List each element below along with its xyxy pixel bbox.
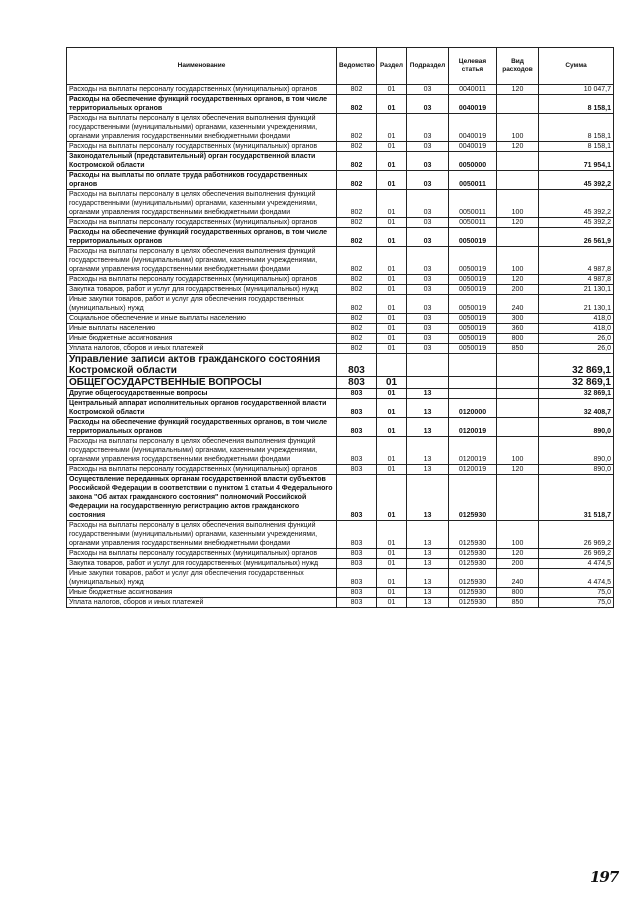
cell-amount: 26 969,2 [539, 549, 614, 559]
cell-subsection: 03 [407, 334, 449, 344]
cell-target: 0050019 [449, 314, 497, 324]
cell-amount: 75,0 [539, 588, 614, 598]
cell-name: Законодательный (представительный) орган государственной власти Костромской области [67, 152, 337, 171]
cell-section: 01 [377, 314, 407, 324]
cell-section: 01 [377, 275, 407, 285]
cell-subsection [407, 354, 449, 377]
cell-name: Расходы на выплаты персоналу государственных (муниципальных) органов [67, 549, 337, 559]
cell-name: Расходы на выплаты персоналу государственных (муниципальных) органов [67, 465, 337, 475]
cell-dept: 803 [337, 559, 377, 569]
table-row [67, 142, 614, 152]
cell-subsection: 13 [407, 588, 449, 598]
cell-target: 0125930 [449, 588, 497, 598]
cell-dept: 802 [337, 152, 377, 171]
cell-exp-type: 120 [497, 85, 539, 95]
cell-subsection: 03 [407, 142, 449, 152]
cell-exp-type: 800 [497, 334, 539, 344]
cell-name: Расходы на выплаты персоналу в целях обеспечения выполнения функций государственными (муниципальными) органами, казенными учреждениями, органами управления государственными внебюджетными фондами [67, 521, 337, 549]
cell-exp-type: 800 [497, 588, 539, 598]
cell-amount: 890,0 [539, 437, 614, 465]
cell-section: 01 [377, 142, 407, 152]
cell-section: 01 [377, 190, 407, 218]
cell-amount: 4 474,5 [539, 559, 614, 569]
cell-subsection: 13 [407, 437, 449, 465]
cell-target: 0050019 [449, 247, 497, 275]
cell-subsection: 03 [407, 247, 449, 275]
cell-target: 0050011 [449, 190, 497, 218]
cell-subsection: 13 [407, 598, 449, 608]
cell-amount: 31 518,7 [539, 475, 614, 521]
cell-dept: 802 [337, 114, 377, 142]
cell-subsection: 03 [407, 295, 449, 314]
cell-name: Социальное обеспечение и иные выплаты населению [67, 314, 337, 324]
cell-amount: 4 987,8 [539, 247, 614, 275]
cell-name: ОБЩЕГОСУДАРСТВЕННЫЕ ВОПРОСЫ [67, 377, 337, 389]
cell-dept: 803 [337, 389, 377, 399]
cell-subsection: 03 [407, 228, 449, 247]
cell-exp-type: 100 [497, 247, 539, 275]
cell-name: Расходы на выплаты персоналу государственных (муниципальных) органов [67, 142, 337, 152]
table-row [67, 295, 614, 314]
cell-exp-type: 360 [497, 324, 539, 334]
cell-amount: 21 130,1 [539, 285, 614, 295]
cell-subsection: 13 [407, 559, 449, 569]
table-row [67, 114, 614, 142]
cell-name: Другие общегосударственные вопросы [67, 389, 337, 399]
cell-target: 0050019 [449, 295, 497, 314]
cell-section: 01 [377, 228, 407, 247]
cell-amount: 32 408,7 [539, 399, 614, 418]
cell-dept: 803 [337, 521, 377, 549]
cell-amount: 4 987,8 [539, 275, 614, 285]
cell-name: Расходы на выплаты персоналу в целях обеспечения выполнения функций государственными (муниципальными) органами, казенными учреждениями, органами управления государственными внебюджетными фондами [67, 437, 337, 465]
cell-exp-type: 850 [497, 598, 539, 608]
cell-dept: 802 [337, 85, 377, 95]
cell-subsection: 13 [407, 389, 449, 399]
cell-target: 0050019 [449, 334, 497, 344]
header-target: Целевая статья [449, 48, 497, 85]
budget-table [66, 47, 614, 608]
cell-target: 0120019 [449, 465, 497, 475]
table-row [67, 521, 614, 549]
cell-amount: 10 047,7 [539, 85, 614, 95]
cell-dept: 803 [337, 465, 377, 475]
cell-exp-type: 300 [497, 314, 539, 324]
cell-exp-type: 100 [497, 521, 539, 549]
table-row [67, 399, 614, 418]
cell-exp-type [497, 152, 539, 171]
cell-name: Расходы на обеспечение функций государственных органов, в том числе территориальных органов [67, 418, 337, 437]
cell-subsection: 03 [407, 152, 449, 171]
table-row [67, 95, 614, 114]
table-row [67, 314, 614, 324]
cell-name: Иные закупки товаров, работ и услуг для обеспечения государственных (муниципальных) нужд [67, 295, 337, 314]
cell-target: 0125930 [449, 559, 497, 569]
cell-subsection: 13 [407, 521, 449, 549]
cell-amount: 890,0 [539, 418, 614, 437]
table-row [67, 285, 614, 295]
cell-exp-type: 240 [497, 569, 539, 588]
cell-section: 01 [377, 465, 407, 475]
table-row [67, 377, 614, 389]
cell-dept: 802 [337, 285, 377, 295]
cell-target: 0120019 [449, 418, 497, 437]
cell-amount: 26 561,9 [539, 228, 614, 247]
cell-target: 0050019 [449, 344, 497, 354]
cell-dept: 802 [337, 247, 377, 275]
table-row [67, 559, 614, 569]
cell-exp-type: 100 [497, 190, 539, 218]
cell-section: 01 [377, 598, 407, 608]
cell-target: 0120019 [449, 437, 497, 465]
cell-target: 0050019 [449, 275, 497, 285]
table-body [67, 85, 614, 608]
header-exp-type: Вид расходов [497, 48, 539, 85]
cell-amount: 8 158,1 [539, 114, 614, 142]
table-row [67, 389, 614, 399]
cell-amount: 75,0 [539, 598, 614, 608]
cell-name: Расходы на выплаты по оплате труда работников государственных органов [67, 171, 337, 190]
cell-name: Расходы на обеспечение функций государственных органов, в том числе территориальных органов [67, 95, 337, 114]
cell-exp-type: 200 [497, 559, 539, 569]
cell-amount: 4 474,5 [539, 569, 614, 588]
cell-section: 01 [377, 389, 407, 399]
cell-section: 01 [377, 85, 407, 95]
cell-subsection: 03 [407, 285, 449, 295]
cell-target: 0125930 [449, 475, 497, 521]
cell-name: Закупка товаров, работ и услуг для государственных (муниципальных) нужд [67, 559, 337, 569]
cell-section: 01 [377, 399, 407, 418]
cell-section: 01 [377, 171, 407, 190]
cell-amount: 32 869,1 [539, 389, 614, 399]
cell-dept: 802 [337, 190, 377, 218]
table-row [67, 475, 614, 521]
cell-subsection: 03 [407, 114, 449, 142]
cell-exp-type: 120 [497, 465, 539, 475]
cell-exp-type [497, 228, 539, 247]
table-row [67, 334, 614, 344]
cell-section: 01 [377, 344, 407, 354]
cell-exp-type: 120 [497, 275, 539, 285]
cell-subsection: 13 [407, 465, 449, 475]
cell-target: 0050011 [449, 171, 497, 190]
cell-subsection: 03 [407, 344, 449, 354]
cell-subsection: 13 [407, 475, 449, 521]
cell-exp-type [497, 475, 539, 521]
page-number: 197 [590, 868, 619, 886]
cell-name: Закупка товаров, работ и услуг для государственных (муниципальных) нужд [67, 285, 337, 295]
cell-dept: 803 [337, 598, 377, 608]
cell-dept: 802 [337, 95, 377, 114]
cell-target: 0125930 [449, 569, 497, 588]
cell-section: 01 [377, 114, 407, 142]
cell-amount: 26,0 [539, 334, 614, 344]
cell-target: 0050000 [449, 152, 497, 171]
cell-amount: 26,0 [539, 344, 614, 354]
table-row [67, 588, 614, 598]
cell-dept: 802 [337, 142, 377, 152]
cell-subsection: 13 [407, 549, 449, 559]
cell-name: Иные бюджетные ассигнования [67, 334, 337, 344]
cell-dept: 802 [337, 334, 377, 344]
cell-exp-type [497, 354, 539, 377]
table-row [67, 324, 614, 334]
cell-dept: 803 [337, 377, 377, 389]
cell-name: Расходы на обеспечение функций государственных органов, в том числе территориальных органов [67, 228, 337, 247]
table-row [67, 418, 614, 437]
cell-section: 01 [377, 295, 407, 314]
cell-dept: 803 [337, 549, 377, 559]
cell-exp-type: 100 [497, 114, 539, 142]
cell-exp-type [497, 95, 539, 114]
cell-target: 0050019 [449, 285, 497, 295]
cell-section: 01 [377, 521, 407, 549]
table-row [67, 549, 614, 559]
cell-target: 0125930 [449, 521, 497, 549]
cell-amount: 45 392,2 [539, 190, 614, 218]
cell-name: Центральный аппарат исполнительных органов государственной власти Костромской области [67, 399, 337, 418]
cell-target: 0040019 [449, 142, 497, 152]
cell-dept: 802 [337, 324, 377, 334]
cell-target: 0050019 [449, 228, 497, 247]
cell-dept: 803 [337, 418, 377, 437]
cell-section: 01 [377, 285, 407, 295]
cell-section: 01 [377, 437, 407, 465]
cell-name: Расходы на выплаты персоналу государственных (муниципальных) органов [67, 85, 337, 95]
cell-amount: 45 392,2 [539, 171, 614, 190]
cell-dept: 802 [337, 314, 377, 324]
cell-section: 01 [377, 418, 407, 437]
cell-subsection: 03 [407, 218, 449, 228]
cell-dept: 803 [337, 569, 377, 588]
cell-name: Иные закупки товаров, работ и услуг для обеспечения государственных (муниципальных) нужд [67, 569, 337, 588]
cell-name: Уплата налогов, сборов и иных платежей [67, 344, 337, 354]
cell-target [449, 389, 497, 399]
cell-target: 0050011 [449, 218, 497, 228]
table-row [67, 569, 614, 588]
cell-subsection: 03 [407, 95, 449, 114]
cell-dept: 803 [337, 354, 377, 377]
cell-subsection: 03 [407, 275, 449, 285]
cell-section: 01 [377, 152, 407, 171]
cell-subsection: 13 [407, 418, 449, 437]
table-header-row [67, 48, 614, 85]
header-dept: Ведомство [337, 48, 377, 85]
cell-target: 0040019 [449, 95, 497, 114]
cell-subsection: 13 [407, 569, 449, 588]
cell-name: Управление записи актов гражданского состояния Костромской области [67, 354, 337, 377]
table-row [67, 218, 614, 228]
table-row [67, 437, 614, 465]
cell-dept: 802 [337, 344, 377, 354]
cell-section: 01 [377, 334, 407, 344]
cell-target: 0040011 [449, 85, 497, 95]
cell-section: 01 [377, 324, 407, 334]
cell-section: 01 [377, 377, 407, 389]
table-row [67, 228, 614, 247]
cell-amount: 8 158,1 [539, 142, 614, 152]
cell-target [449, 354, 497, 377]
header-section: Раздел [377, 48, 407, 85]
cell-exp-type [497, 418, 539, 437]
table-row [67, 171, 614, 190]
cell-section: 01 [377, 559, 407, 569]
cell-dept: 803 [337, 588, 377, 598]
cell-section: 01 [377, 218, 407, 228]
cell-section: 01 [377, 588, 407, 598]
table-row [67, 354, 614, 377]
cell-name: Расходы на выплаты персоналу в целях обеспечения выполнения функций государственными (муниципальными) органами, казенными учреждениями, органами управления государственными внебюджетными фондами [67, 114, 337, 142]
cell-amount: 890,0 [539, 465, 614, 475]
cell-section: 01 [377, 247, 407, 275]
cell-dept: 803 [337, 475, 377, 521]
cell-name: Расходы на выплаты персоналу в целях обеспечения выполнения функций государственными (муниципальными) органами, казенными учреждениями, органами управления государственными внебюджетными фондами [67, 190, 337, 218]
cell-exp-type: 850 [497, 344, 539, 354]
table-row [67, 85, 614, 95]
cell-section: 01 [377, 475, 407, 521]
cell-name: Уплата налогов, сборов и иных платежей [67, 598, 337, 608]
cell-subsection: 03 [407, 324, 449, 334]
cell-subsection: 03 [407, 171, 449, 190]
cell-amount: 8 158,1 [539, 95, 614, 114]
cell-dept: 803 [337, 399, 377, 418]
table-row [67, 344, 614, 354]
table-row [67, 598, 614, 608]
cell-section [377, 354, 407, 377]
cell-subsection: 03 [407, 314, 449, 324]
cell-exp-type [497, 171, 539, 190]
cell-amount: 45 392,2 [539, 218, 614, 228]
cell-section: 01 [377, 95, 407, 114]
cell-exp-type: 120 [497, 549, 539, 559]
cell-target: 0120000 [449, 399, 497, 418]
table-row [67, 275, 614, 285]
cell-name: Иные бюджетные ассигнования [67, 588, 337, 598]
cell-exp-type: 120 [497, 142, 539, 152]
cell-dept: 803 [337, 437, 377, 465]
cell-dept: 802 [337, 275, 377, 285]
cell-amount: 21 130,1 [539, 295, 614, 314]
cell-subsection: 03 [407, 85, 449, 95]
header-subsection: Подраздел [407, 48, 449, 85]
cell-target: 0040019 [449, 114, 497, 142]
cell-exp-type: 240 [497, 295, 539, 314]
cell-name: Осуществление переданных органам государственной власти субъектов Российской Федерации в соответствии с пунктом 1 статьи 4 Федерального закона "Об актах гражданского состояния" полномочий Российской Федерации на государственную регистрацию актов гражданского состояния [67, 475, 337, 521]
header-name: Наименование [67, 48, 337, 85]
cell-exp-type: 200 [497, 285, 539, 295]
cell-amount: 71 954,1 [539, 152, 614, 171]
cell-amount: 26 969,2 [539, 521, 614, 549]
cell-target [449, 377, 497, 389]
cell-exp-type [497, 377, 539, 389]
cell-dept: 802 [337, 295, 377, 314]
table-row [67, 190, 614, 218]
cell-dept: 802 [337, 228, 377, 247]
cell-dept: 802 [337, 171, 377, 190]
cell-target: 0050019 [449, 324, 497, 334]
cell-section: 01 [377, 549, 407, 559]
cell-amount: 32 869,1 [539, 377, 614, 389]
table-row [67, 247, 614, 275]
cell-amount: 418,0 [539, 324, 614, 334]
cell-exp-type: 100 [497, 437, 539, 465]
header-amount: Сумма [539, 48, 614, 85]
cell-target: 0125930 [449, 598, 497, 608]
cell-subsection: 03 [407, 190, 449, 218]
cell-amount: 32 869,1 [539, 354, 614, 377]
cell-subsection: 13 [407, 399, 449, 418]
cell-exp-type [497, 389, 539, 399]
cell-name: Расходы на выплаты персоналу государственных (муниципальных) органов [67, 218, 337, 228]
cell-subsection [407, 377, 449, 389]
table-row [67, 152, 614, 171]
cell-exp-type [497, 399, 539, 418]
cell-name: Иные выплаты населению [67, 324, 337, 334]
cell-amount: 418,0 [539, 314, 614, 324]
cell-target: 0125930 [449, 549, 497, 559]
cell-name: Расходы на выплаты персоналу государственных (муниципальных) органов [67, 275, 337, 285]
cell-exp-type: 120 [497, 218, 539, 228]
cell-dept: 802 [337, 218, 377, 228]
cell-section: 01 [377, 569, 407, 588]
cell-name: Расходы на выплаты персоналу в целях обеспечения выполнения функций государственными (муниципальными) органами, казенными учреждениями, органами управления государственными внебюджетными фондами [67, 247, 337, 275]
table-row [67, 465, 614, 475]
